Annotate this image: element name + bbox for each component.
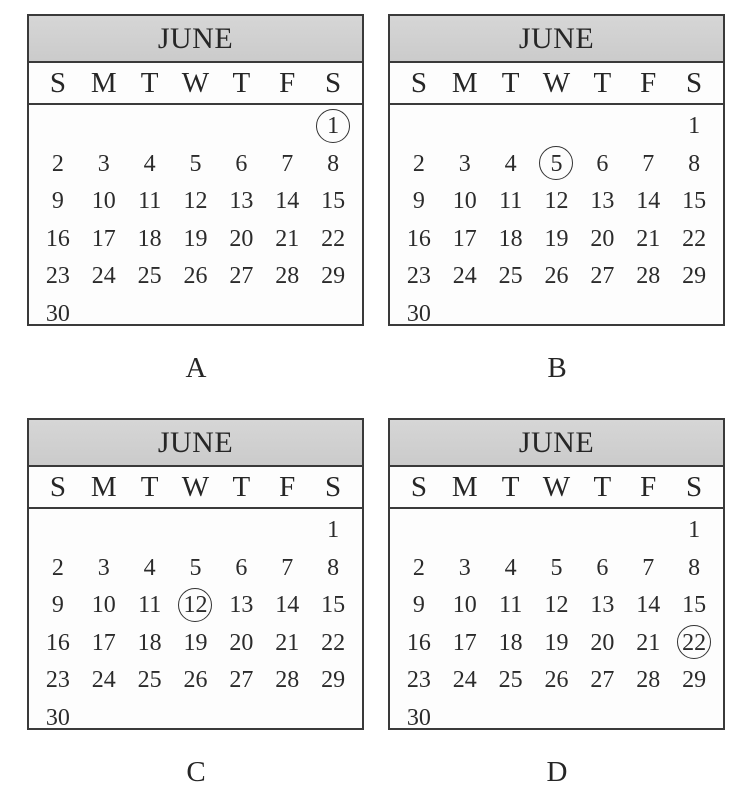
empty-day-cell (488, 108, 534, 146)
day-number: 23 (406, 263, 431, 290)
day-number: 11 (499, 592, 523, 619)
day-number: 7 (281, 554, 294, 581)
day-number: 8 (327, 554, 340, 581)
day-number: 22 (321, 629, 346, 656)
day-grid (390, 509, 723, 737)
option-label-c: C (186, 756, 206, 788)
day-number: 12 (183, 188, 208, 215)
option-label-a: A (185, 352, 207, 384)
day-number: 11 (138, 188, 162, 215)
empty-day-cell (442, 108, 488, 146)
weekday-label: F (640, 66, 657, 99)
circled-day: 1 (310, 108, 356, 146)
weekday-label: S (325, 470, 342, 503)
empty-day-cell (534, 512, 580, 550)
day-number: 30 (406, 704, 431, 731)
option-label-b: B (547, 352, 567, 384)
day-number: 23 (45, 667, 70, 694)
day-number: 1 (688, 113, 701, 140)
weekday-label: T (501, 470, 520, 503)
day-number: 22 (682, 225, 707, 252)
weekday-header-row (390, 63, 723, 105)
day-number: 4 (143, 150, 156, 177)
day-number: 25 (137, 667, 162, 694)
day-number: 26 (183, 667, 208, 694)
calendar-option-a (27, 14, 364, 326)
day-number: 11 (138, 592, 162, 619)
day-number: 12 (544, 188, 569, 215)
day-number: 4 (504, 554, 517, 581)
empty-day-cell (127, 108, 173, 146)
day-number: 30 (45, 704, 70, 731)
day-number: 2 (51, 554, 64, 581)
weekday-label: S (49, 66, 66, 99)
day-number: 3 (97, 150, 110, 177)
day-number: 3 (458, 150, 471, 177)
day-number: 10 (452, 188, 477, 215)
day-number: 9 (412, 188, 425, 215)
day-number: 28 (275, 667, 300, 694)
day-number: 13 (590, 188, 615, 215)
calendar-month-title: JUNE (390, 420, 723, 467)
day-number: 20 (229, 225, 254, 252)
day-number: 4 (504, 150, 517, 177)
day-grid (29, 509, 362, 737)
weekday-label: T (593, 66, 612, 99)
empty-day-cell (173, 108, 219, 146)
empty-day-cell (579, 108, 625, 146)
empty-day-cell (218, 512, 264, 550)
weekday-label: M (451, 66, 478, 99)
day-number: 1 (688, 517, 701, 544)
circled-day: 22 (671, 625, 717, 663)
day-number: 8 (688, 150, 701, 177)
day-number: 7 (642, 150, 655, 177)
weekday-label: F (279, 66, 296, 99)
day-number: 6 (235, 554, 248, 581)
day-number: 6 (596, 554, 609, 581)
empty-day-cell (442, 512, 488, 550)
day-number: 16 (406, 629, 431, 656)
day-number: 23 (45, 263, 70, 290)
calendar-option-b (388, 14, 725, 326)
day-number: 9 (51, 188, 64, 215)
weekday-label: M (451, 470, 478, 503)
day-number: 9 (51, 592, 64, 619)
weekday-label: S (410, 470, 427, 503)
empty-day-cell (488, 512, 534, 550)
day-number: 10 (91, 592, 116, 619)
day-number: 29 (321, 667, 346, 694)
day-number: 8 (688, 554, 701, 581)
day-number: 14 (275, 188, 300, 215)
empty-day-cell (625, 108, 671, 146)
empty-day-cell (625, 512, 671, 550)
day-number: 3 (458, 554, 471, 581)
day-number: 17 (91, 225, 116, 252)
day-number: 15 (682, 592, 707, 619)
circled-day: 12 (173, 587, 219, 625)
day-number: 17 (452, 629, 477, 656)
day-number: 27 (229, 263, 254, 290)
calendar-month-title: JUNE (29, 16, 362, 63)
weekday-label: T (140, 470, 159, 503)
day-number: 26 (544, 263, 569, 290)
day-number: 15 (682, 188, 707, 215)
day-number: 21 (275, 629, 300, 656)
day-number: 24 (452, 667, 477, 694)
day-number: 19 (183, 629, 208, 656)
day-number: 18 (137, 629, 162, 656)
day-number: 11 (499, 188, 523, 215)
day-number: 19 (183, 225, 208, 252)
calendar-option-c (27, 418, 364, 730)
day-grid (29, 105, 362, 333)
weekday-header-row (390, 467, 723, 509)
weekday-label: M (90, 470, 117, 503)
weekday-label: T (501, 66, 520, 99)
day-number: 24 (91, 667, 116, 694)
day-number: 25 (498, 667, 523, 694)
empty-day-cell (534, 108, 580, 146)
day-number: 20 (590, 225, 615, 252)
day-number: 13 (590, 592, 615, 619)
day-number: 5 (189, 150, 202, 177)
day-number: 27 (590, 263, 615, 290)
day-number: 28 (275, 263, 300, 290)
day-number: 25 (498, 263, 523, 290)
empty-day-cell (264, 108, 310, 146)
weekday-label: S (410, 66, 427, 99)
empty-day-cell (81, 108, 127, 146)
day-number: 3 (97, 554, 110, 581)
empty-day-cell (396, 108, 442, 146)
empty-day-cell (396, 512, 442, 550)
empty-day-cell (218, 108, 264, 146)
day-number: 5 (550, 554, 563, 581)
day-number: 16 (45, 225, 70, 252)
day-number: 2 (412, 554, 425, 581)
weekday-label: F (279, 470, 296, 503)
day-number: 6 (596, 150, 609, 177)
day-number: 15 (321, 188, 346, 215)
day-number: 28 (636, 263, 661, 290)
day-number: 1 (327, 517, 340, 544)
weekday-label: S (325, 66, 342, 99)
day-number: 18 (498, 629, 523, 656)
empty-day-cell (81, 512, 127, 550)
calendar-month-title: JUNE (29, 420, 362, 467)
day-number: 26 (183, 263, 208, 290)
day-number: 21 (636, 225, 661, 252)
empty-day-cell (579, 512, 625, 550)
day-number: 6 (235, 150, 248, 177)
day-number: 29 (682, 263, 707, 290)
day-number: 12 (544, 592, 569, 619)
day-number: 10 (91, 188, 116, 215)
weekday-label: M (90, 66, 117, 99)
day-number: 13 (229, 592, 254, 619)
weekday-label: S (686, 66, 703, 99)
weekday-header-row (29, 63, 362, 105)
day-number: 20 (229, 629, 254, 656)
day-number: 16 (406, 225, 431, 252)
day-number: 17 (452, 225, 477, 252)
weekday-label: W (542, 66, 571, 99)
day-number: 24 (452, 263, 477, 290)
weekday-label: T (232, 470, 251, 503)
day-number: 10 (452, 592, 477, 619)
day-grid (390, 105, 723, 333)
day-number: 24 (91, 263, 116, 290)
empty-day-cell (35, 108, 81, 146)
day-number: 28 (636, 667, 661, 694)
weekday-label: W (181, 66, 210, 99)
day-number: 15 (321, 592, 346, 619)
empty-day-cell (173, 512, 219, 550)
day-number: 7 (281, 150, 294, 177)
day-number: 23 (406, 667, 431, 694)
day-number: 18 (498, 225, 523, 252)
day-number: 27 (229, 667, 254, 694)
weekday-label: T (232, 66, 251, 99)
day-number: 25 (137, 263, 162, 290)
day-number: 17 (91, 629, 116, 656)
day-number: 2 (51, 150, 64, 177)
weekday-label: W (181, 470, 210, 503)
day-number: 30 (406, 300, 431, 327)
calendar-option-d (388, 418, 725, 730)
day-number: 9 (412, 592, 425, 619)
day-number: 18 (137, 225, 162, 252)
day-number: 19 (544, 225, 569, 252)
weekday-label: S (49, 470, 66, 503)
weekday-label: F (640, 470, 657, 503)
day-number: 29 (682, 667, 707, 694)
weekday-header-row (29, 467, 362, 509)
day-number: 14 (636, 592, 661, 619)
day-number: 29 (321, 263, 346, 290)
day-number: 16 (45, 629, 70, 656)
day-number: 26 (544, 667, 569, 694)
empty-day-cell (127, 512, 173, 550)
day-number: 4 (143, 554, 156, 581)
day-number: 22 (321, 225, 346, 252)
day-number: 30 (45, 300, 70, 327)
weekday-label: T (593, 470, 612, 503)
day-number: 5 (189, 554, 202, 581)
circled-day: 5 (534, 146, 580, 184)
empty-day-cell (35, 512, 81, 550)
day-number: 19 (544, 629, 569, 656)
day-number: 20 (590, 629, 615, 656)
weekday-label: T (140, 66, 159, 99)
day-number: 14 (636, 188, 661, 215)
day-number: 21 (275, 225, 300, 252)
day-number: 2 (412, 150, 425, 177)
day-number: 14 (275, 592, 300, 619)
day-number: 13 (229, 188, 254, 215)
weekday-label: S (686, 470, 703, 503)
day-number: 27 (590, 667, 615, 694)
day-number: 8 (327, 150, 340, 177)
weekday-label: W (542, 470, 571, 503)
empty-day-cell (264, 512, 310, 550)
day-number: 21 (636, 629, 661, 656)
calendar-month-title: JUNE (390, 16, 723, 63)
option-label-d: D (546, 756, 568, 788)
day-number: 7 (642, 554, 655, 581)
